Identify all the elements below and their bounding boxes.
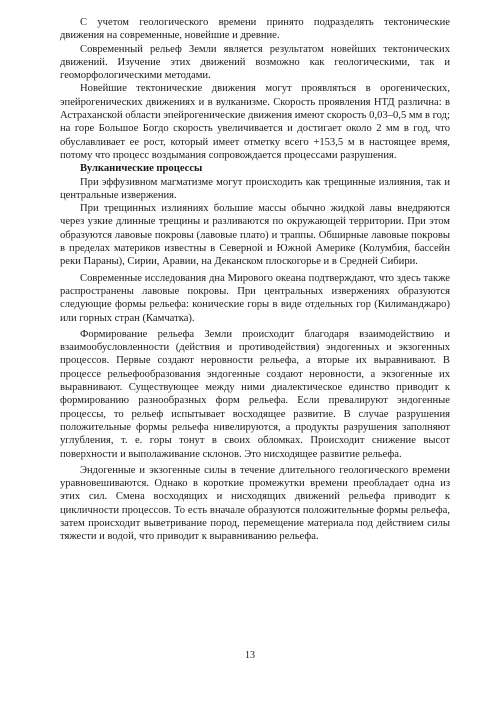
section-heading-volcanic: Вулканические процессы [80,163,203,175]
paragraph-endogenous-exogenous: Эндогенные и экзогенные силы в течение длительного геологического времени уравновешиваются. Однако в короткие промежутки времени преобладает одна из этих сил. Смена восходящих и нисходящих движений рельефа приводит к цикличности процессов. То есть вначале образуются положительные формы рельефа, затем происходит выветривание пород, перемещение материала под действием силы тяжести и водой, что приводит к выравниванию рельефа. [60,464,450,543]
paragraph-neotectonic-movements: Новейшие тектонические движения могут проявляться в орогенических, эпейрогенических движениях и в вулканизме. Скорость проявления НТД различна: в Астраханской области эпейрогенические движения имеют скорость 0,03–0,5 мм в год; на горе Большое Богдо скорость увеличивается и достигает около 2 мм в год, что обуславливает ее рост, который имеет отметку всего +153,5 м в настоящее время, потому что процесс воздымания сопровождается процессами разрушения. [60,83,450,161]
paragraph-ocean-floor: Современные исследования дна Мирового океана подтверждают, что здесь также распространены лавовые покровы. При центральных извержениях образуются следующие формы рельефа: конические горы в виде отдельных гор (Килиманджаро) или горных стран (Камчатка). [60,272,450,324]
paragraph-modern-relief: Современный рельеф Земли является результатом новейших тектонических движений. Изучение этих движений возможно как геологическими, так и геоморфологическими методами. [60,43,450,82]
page-number: 13 [245,650,255,661]
paragraph-tectonic-classification: С учетом геологического времени принято подразделять тектонические движения на современные, новейшие и древние. [60,17,450,42]
paragraph-effusive-magmatism: При эффузивном магматизме могут происходить как трещинные излияния, так и центральные извержения. [60,176,450,201]
paragraph-fissure-eruptions: При трещинных излияниях большие массы обычно жидкой лавы внедряются через узкие длинные трещины и разливаются по окружающей территории. При этом образуются лавовые покровы (лавовые плато) и траппы. Обширные лавовые покровы в пределах материков известны в Северной и Южной Америке (Колумбия, бассейн реки Параны), Сирии, Аравии, на Деканском плоскогорье и в Средней Сибири. [60,203,450,268]
paragraph-relief-formation: Формирование рельефа Земли происходит благодаря взаимодействию и взаимообусловленности (действия и противодействия) эндогенных и экзогенных процессов. Первые создают неровности рельефа, а вторые их выравнивают. В процессе рельефообразования эндогенные создают неровности, а экзогенные их выравнивают. Существующее между ними диалектическое единство приводит к формированию разнообразных форм рельефа. Если превалируют эндогенные процессы, то рельеф испытывает восходящее развитие. В случае разрушения положительные формы рельефа нивелируются, а продукты разрушения заполняют углубления, т. е. горы тонут в своих обломках. Происходит снижение высот поверхности и выполаживание склонов. Это нисходящее развитие рельефа. [60,328,450,460]
